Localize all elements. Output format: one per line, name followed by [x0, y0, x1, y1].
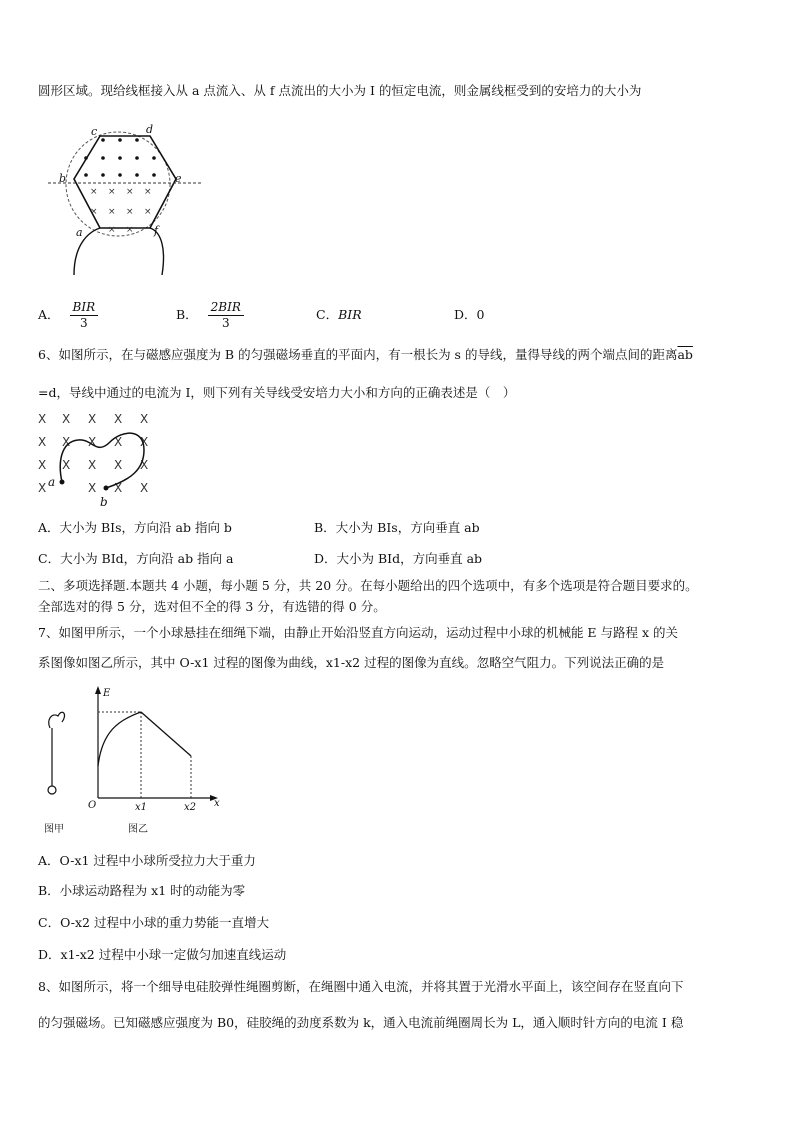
q5-option-c[interactable]: C．BIR: [316, 307, 362, 322]
caption-fig-b: 图乙: [128, 824, 148, 835]
q7-option-d[interactable]: D．x1-x2 过程中小球一定做匀加速直线运动: [38, 947, 287, 962]
svg-text:×: ×: [90, 187, 98, 197]
svg-text:X: X: [38, 481, 47, 495]
svg-text:×: ×: [90, 207, 98, 217]
q7-option-c[interactable]: C．O-x2 过程中小球的重力势能一直增大: [38, 915, 269, 930]
q6-option-a[interactable]: A．大小为 BIs，方向沿 ab 指向 b: [38, 520, 232, 535]
origin-label: O: [88, 800, 97, 811]
svg-text:X: X: [88, 435, 97, 449]
q7-figures: [38, 684, 228, 836]
svg-text:×: ×: [144, 187, 152, 197]
svg-text:×: ×: [108, 187, 116, 197]
caption-fig-a: 图甲: [44, 824, 64, 835]
svg-text:X: X: [114, 435, 123, 449]
svg-text:×: ×: [126, 225, 134, 235]
q5-hexagon-figure: [38, 120, 208, 280]
svg-text:×: ×: [108, 207, 116, 217]
q7-option-b[interactable]: B．小球运动路程为 x1 时的动能为零: [38, 883, 246, 898]
label-f: f: [154, 224, 159, 237]
q5-option-a[interactable]: A． $\frac{\text{BIR}}{3}$: [38, 300, 98, 331]
q7-option-a[interactable]: A．O-x1 过程中小球所受拉力大于重力: [38, 853, 256, 868]
label-d: d: [146, 123, 154, 136]
x2-label: x2: [184, 802, 197, 813]
q8-stem-line1: 8、如图所示，将一个细导电硅胶弹性绳圈剪断，在绳圈中通入电流，并将其置于光滑水平面上，该空间存在竖直向下: [38, 979, 684, 994]
label-e: e: [175, 172, 182, 185]
svg-text:X: X: [140, 435, 149, 449]
svg-text:X: X: [88, 458, 97, 472]
label-b: b: [59, 172, 67, 185]
q6-option-c[interactable]: C．大小为 BId，方向沿 ab 指向 a: [38, 551, 234, 566]
label-b: b: [100, 495, 108, 509]
svg-text:X: X: [140, 458, 149, 472]
svg-text:X: X: [88, 412, 97, 426]
svg-text:X: X: [114, 412, 123, 426]
q5-option-b[interactable]: B． $\frac{\text{2BIR}}{3}$: [176, 300, 244, 331]
q6-option-d[interactable]: D．大小为 BId，方向垂直 ab: [314, 551, 483, 566]
svg-text:X: X: [114, 481, 123, 495]
svg-text:X: X: [140, 412, 149, 426]
svg-text:X: X: [140, 481, 149, 495]
q6-stem-line2: =d，导线中通过的电流为 I，则下列有关导线受安培力大小和方向的正确表述是（ ）: [38, 385, 516, 400]
q8-stem-line2: 的匀强磁场。已知磁感应强度为 B0，硅胶绳的劲度系数为 k，通入电流前绳圈周长为 L，通入顺时针方向的电流 I 稳: [38, 1015, 684, 1030]
q6-stem-line1: 6、如图所示，在与磁感应强度为 B 的匀强磁场垂直的平面内，有一根长为 s 的导线，量得导线的两个端点间的距离$\overline{ab}$: [38, 347, 693, 362]
svg-text:X: X: [62, 435, 71, 449]
section2-heading-line1: 二、多项选择题.本题共 4 小题，每小题 5 分，共 20 分。在每小题给出的四个选项中，有多个选项是符合题目要求的。: [38, 578, 698, 593]
label-c: c: [91, 125, 98, 138]
svg-text:X: X: [88, 481, 97, 495]
svg-text:×: ×: [126, 207, 134, 217]
svg-text:×: ×: [126, 187, 134, 197]
ab-overline: $\overline{ab}$: [677, 347, 693, 362]
svg-text:X: X: [114, 458, 123, 472]
section2-heading-line2: 全部选对的得 5 分，选对但不全的得 3 分，有选错的得 0 分。: [38, 599, 386, 614]
svg-text:X: X: [62, 458, 71, 472]
x-axis-label: x: [214, 798, 220, 809]
q7-stem-line1: 7、如图甲所示，一个小球悬挂在细绳下端，由静止开始沿竖直方向运动，运动过程中小球的机械能 E 与路程 x 的关: [38, 625, 679, 640]
svg-text:X: X: [62, 412, 71, 426]
svg-text:×: ×: [144, 207, 152, 217]
svg-text:X: X: [38, 412, 47, 426]
svg-text:X: X: [38, 458, 47, 472]
q6-wire-figure: [34, 408, 164, 512]
y-axis-label: E: [103, 688, 111, 699]
label-a: a: [48, 475, 56, 489]
q6-option-b[interactable]: B．大小为 BIs，方向垂直 ab: [314, 520, 480, 535]
q5-option-d[interactable]: D．0: [454, 307, 485, 322]
svg-text:X: X: [38, 435, 47, 449]
label-a: a: [76, 226, 83, 239]
x1-label: x1: [135, 802, 148, 813]
svg-text:×: ×: [108, 225, 116, 235]
q7-stem-line2: 系图像如图乙所示，其中 O-x1 过程的图像为曲线，x1-x2 过程的图像为直线。忽略空气阻力。下列说法正确的是: [38, 655, 665, 670]
q5-intro: 圆形区域。现给线框接入从 a 点流入、从 f 点流出的大小为 I 的恒定电流，则金属线框受到的安培力的大小为: [38, 83, 642, 98]
